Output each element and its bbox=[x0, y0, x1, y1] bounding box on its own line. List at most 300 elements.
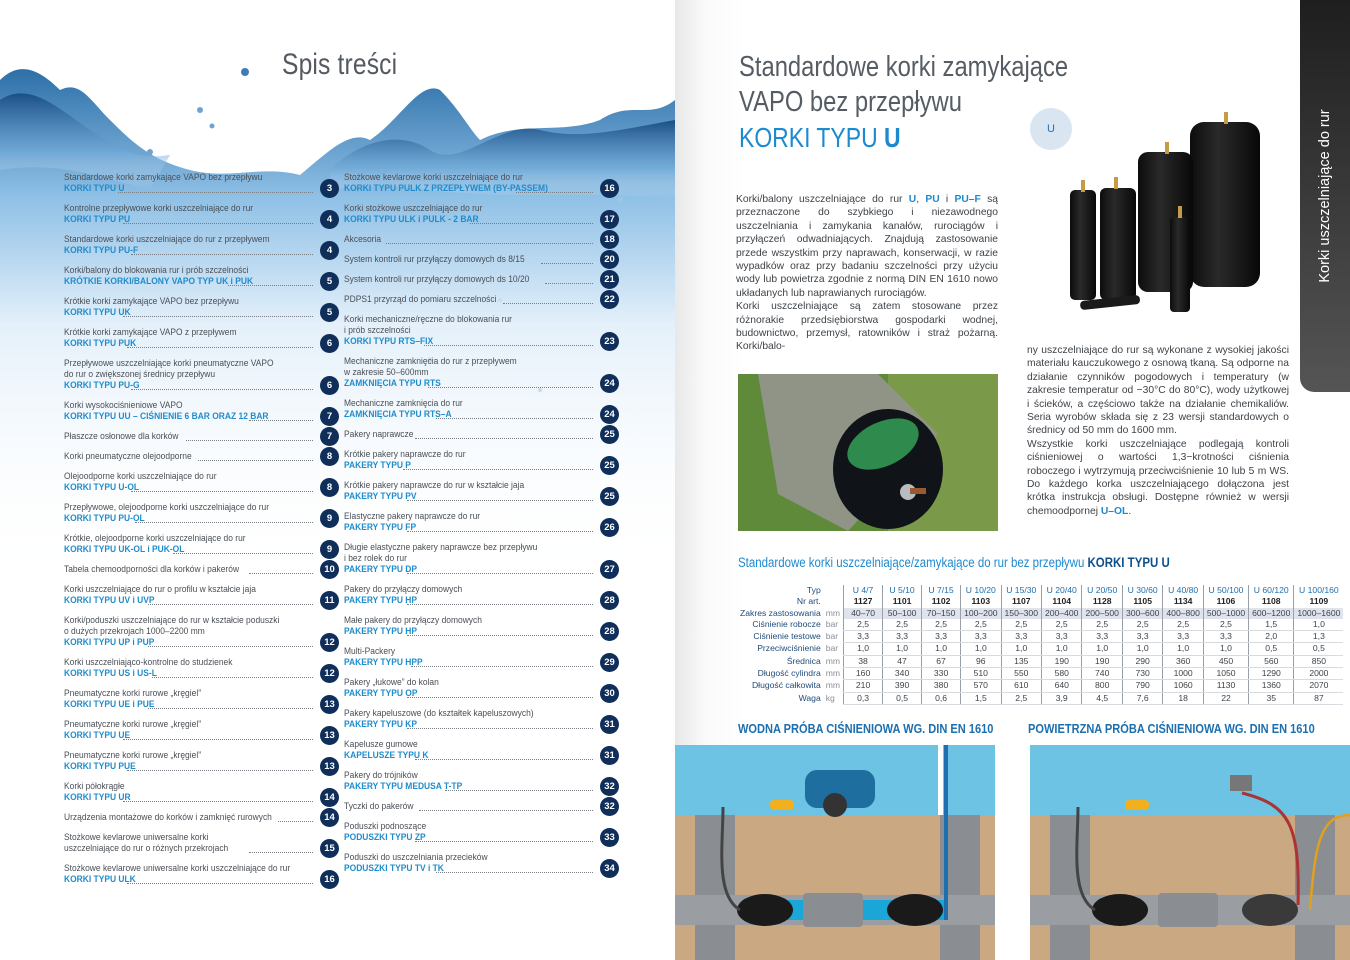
toc-leader-dots bbox=[545, 283, 593, 284]
spec-cell: 300–600 bbox=[1122, 608, 1162, 619]
spec-cell: 1107 bbox=[1001, 596, 1041, 607]
toc-entry[interactable] bbox=[344, 852, 619, 874]
spec-cell: U 60/120 bbox=[1249, 585, 1294, 596]
toc-page-number[interactable]: 4 bbox=[320, 241, 339, 260]
intro-text-fragment: , bbox=[916, 194, 926, 205]
toc-entry[interactable] bbox=[344, 356, 619, 389]
spec-cell: 47 bbox=[883, 655, 922, 667]
toc-leader-dots bbox=[541, 263, 593, 264]
toc-entry[interactable] bbox=[64, 172, 339, 194]
toc-leader-dots bbox=[428, 387, 593, 388]
toc-entry[interactable] bbox=[344, 584, 619, 606]
toc-leader-dots bbox=[419, 810, 593, 811]
spec-cell: 7,6 bbox=[1122, 692, 1162, 704]
spec-cell: 210 bbox=[844, 680, 883, 692]
spec-cell: 2,5 bbox=[883, 619, 922, 631]
spec-cell: 0,5 bbox=[1294, 643, 1344, 655]
spec-cell: 1130 bbox=[1203, 680, 1248, 692]
toc-entry-title: Pakery kapeluszowe (do kształtek kapeluszowych) bbox=[344, 708, 534, 719]
toc-leader-dots bbox=[386, 243, 593, 244]
toc-entry-type: KORKI TYPU PU bbox=[64, 214, 131, 225]
air-test-title: POWIETRZNA PRÓBA CIŚNIENIOWA WG. DIN EN 1610 bbox=[1028, 721, 1315, 736]
spec-row-unit: kg bbox=[825, 692, 835, 703]
toc-entry[interactable] bbox=[64, 564, 339, 575]
spec-cell: 67 bbox=[922, 655, 961, 667]
intro-text-fragment: Korki/balony uszczelniające do rur bbox=[736, 194, 909, 205]
spec-row bbox=[737, 631, 1343, 643]
toc-page-number[interactable]: 22 bbox=[600, 290, 619, 309]
toc-entry-type: KORKI TYPU UP i PUP bbox=[64, 637, 155, 648]
toc-leader-dots bbox=[131, 491, 313, 492]
toc-leader-dots bbox=[403, 469, 593, 470]
spec-cell: 3,9 bbox=[1042, 692, 1082, 704]
toc-entry[interactable] bbox=[344, 542, 619, 575]
spec-cell: 1128 bbox=[1082, 596, 1122, 607]
toc-page-number[interactable]: 25 bbox=[600, 456, 619, 475]
spec-cell: 1,5 bbox=[1249, 619, 1294, 631]
toc-entry[interactable] bbox=[344, 739, 619, 761]
toc-leader-dots bbox=[127, 347, 313, 348]
toc-page-number[interactable]: 13 bbox=[320, 757, 339, 776]
toc-entry-title: Olejoodporne korki uszczelniające do rur bbox=[64, 471, 217, 482]
toc-page-number[interactable]: 9 bbox=[320, 509, 339, 528]
toc-entry-title: Krótkie pakery naprawcze do rur bbox=[344, 449, 466, 460]
toc-page-number[interactable]: 21 bbox=[600, 270, 619, 289]
toc-entry-type: PAKERY TYPU P bbox=[344, 460, 411, 471]
toc-page-number[interactable]: 13 bbox=[320, 695, 339, 714]
spec-cell: 400–800 bbox=[1163, 608, 1203, 619]
spec-cell: 390 bbox=[883, 680, 922, 692]
toc-leader-dots bbox=[407, 573, 593, 574]
toc-entry-title: Pakery naprawcze bbox=[344, 429, 414, 440]
spec-row bbox=[737, 608, 1343, 619]
water-pressure-test-diagram bbox=[675, 745, 995, 960]
spec-row bbox=[737, 585, 1343, 596]
toc-entry-title: Korki półokrągłe bbox=[64, 781, 125, 792]
toc-page-number[interactable]: 5 bbox=[320, 272, 339, 291]
toc-entry[interactable] bbox=[344, 801, 619, 812]
product-photo-plugs bbox=[1040, 112, 1290, 312]
spec-cell: 135 bbox=[1001, 655, 1041, 667]
spec-cell: 290 bbox=[1122, 655, 1162, 667]
spec-cell: 1109 bbox=[1294, 596, 1344, 607]
spec-cell: 3,3 bbox=[961, 631, 1001, 643]
toc-page-number[interactable]: 17 bbox=[600, 210, 619, 229]
toc-entry[interactable] bbox=[344, 274, 619, 285]
spec-cell: 1106 bbox=[1203, 596, 1248, 607]
toc-entry-title: i prób szczelności bbox=[344, 325, 411, 336]
spec-cell: 2,0 bbox=[1249, 631, 1294, 643]
toc-entry-type: KORKI TYPU PU-G bbox=[64, 380, 140, 391]
spec-cell: 1,0 bbox=[844, 643, 883, 655]
spec-cell: 3,3 bbox=[1163, 631, 1203, 643]
product-type-highlight: U bbox=[908, 194, 917, 205]
toc-page-number[interactable]: 32 bbox=[600, 777, 619, 796]
toc-page-number[interactable]: 28 bbox=[600, 622, 619, 641]
toc-entry[interactable] bbox=[344, 254, 619, 265]
toc-leader-dots bbox=[503, 303, 593, 304]
toc-entry-title: System kontroli rur przyłączy domowych ds 10/20 bbox=[344, 274, 530, 285]
toc-page-number[interactable]: 6 bbox=[320, 334, 339, 353]
toc-page-number[interactable]: 33 bbox=[600, 828, 619, 847]
toc-entry-title: Pneumatyczne korki rurowe „kręgiel” bbox=[64, 719, 202, 730]
spec-row bbox=[737, 655, 1343, 667]
toc-leader-dots bbox=[127, 770, 313, 771]
toc-page-number[interactable]: 12 bbox=[320, 633, 339, 652]
spec-cell: 600–1200 bbox=[1249, 608, 1294, 619]
spec-cell: 1104 bbox=[1042, 596, 1082, 607]
toc-entry-title: do rur o zwiększonej średnicy przepływu bbox=[64, 369, 216, 380]
toc-entry-title: Pakery do przyłączy domowych bbox=[344, 584, 463, 595]
toc-entry-type: KORKI TYPU US i US-L bbox=[64, 668, 157, 679]
toc-page-number[interactable]: 12 bbox=[320, 664, 339, 683]
toc-leader-dots bbox=[228, 285, 313, 286]
toc-page-number[interactable]: 16 bbox=[600, 179, 619, 198]
spec-row bbox=[737, 692, 1343, 704]
toc-page-number[interactable]: 24 bbox=[600, 405, 619, 424]
product-page bbox=[675, 0, 1350, 960]
toc-entry-title: Pneumatyczne korki rurowe „kręgiel” bbox=[64, 688, 202, 699]
toc-page-number[interactable]: 27 bbox=[600, 560, 619, 579]
spec-cell: 1105 bbox=[1122, 596, 1162, 607]
toc-entry-type: PAKERY TYPU KP bbox=[344, 719, 418, 730]
toc-entry[interactable] bbox=[64, 750, 339, 772]
spec-cell: 330 bbox=[922, 668, 961, 680]
toc-entry[interactable] bbox=[64, 471, 339, 493]
page-title bbox=[739, 50, 1068, 120]
spec-cell: 450 bbox=[1203, 655, 1248, 667]
spec-cell: 800 bbox=[1082, 680, 1122, 692]
toc-entry[interactable] bbox=[64, 203, 339, 225]
toc-leader-dots bbox=[127, 883, 313, 884]
spec-cell: U 20/50 bbox=[1082, 585, 1122, 596]
toc-entry[interactable] bbox=[344, 398, 619, 420]
spec-cell: 0,3 bbox=[844, 692, 883, 704]
section-side-tab-label: Korki uszczelniające do rur bbox=[1317, 109, 1333, 283]
toc-entry-type: PAKERY TYPU HP bbox=[344, 626, 418, 637]
toc-entry-type: KORKI TYPU PU-OL bbox=[64, 513, 145, 524]
toc-entry[interactable] bbox=[64, 657, 339, 679]
spec-cell: 100–200 bbox=[961, 608, 1001, 619]
spec-row-label: Długość całkowita bbox=[751, 680, 821, 691]
toc-entry[interactable] bbox=[64, 502, 339, 524]
spec-cell: 560 bbox=[1249, 655, 1294, 667]
toc-page-number[interactable]: 24 bbox=[600, 374, 619, 393]
toc-entry[interactable] bbox=[64, 719, 339, 741]
toc-entry-type: PAKERY TYPU OP bbox=[344, 688, 418, 699]
toc-entry[interactable] bbox=[344, 449, 619, 471]
toc-leader-dots bbox=[436, 418, 593, 419]
spec-cell: 1,0 bbox=[1082, 643, 1122, 655]
toc-entry-type: PAKERY TYPU PV bbox=[344, 491, 417, 502]
toc-entry-title: Pakery do trójników bbox=[344, 770, 418, 781]
spec-cell: 2000 bbox=[1294, 668, 1344, 680]
product-type-highlight: PU–F bbox=[954, 194, 981, 205]
toc-entry[interactable] bbox=[344, 480, 619, 502]
spec-cell: 150–300 bbox=[1001, 608, 1041, 619]
spec-cell: 1000–1600 bbox=[1294, 608, 1344, 619]
toc-leader-dots bbox=[148, 708, 313, 709]
toc-page-number[interactable]: 23 bbox=[600, 332, 619, 351]
spec-cell: 1,0 bbox=[961, 643, 1001, 655]
toc-page-number[interactable]: 25 bbox=[600, 425, 619, 444]
toc-entry-type: KORKI TYPU UV i UVP bbox=[64, 595, 155, 606]
toc-page-number[interactable]: 3 bbox=[320, 179, 339, 198]
spec-cell: 2,5 bbox=[922, 619, 961, 631]
toc-entry-title: Krótkie korki zamykające VAPO bez przepływu bbox=[64, 296, 239, 307]
toc-entry[interactable] bbox=[64, 431, 339, 442]
toc-entry-title: Krótkie, olejoodporne korki uszczelniające do rur bbox=[64, 533, 246, 544]
toc-entry-type: KAPELUSZE TYPU K bbox=[344, 750, 429, 761]
toc-entry[interactable] bbox=[64, 832, 339, 854]
toc-leader-dots bbox=[407, 635, 593, 636]
toc-leader-dots bbox=[249, 852, 313, 853]
toc-entry-title: Multi-Packery bbox=[344, 646, 396, 657]
spec-row-unit: bar bbox=[825, 619, 839, 630]
toc-page-number[interactable]: 9 bbox=[320, 540, 339, 559]
toc-page-number[interactable]: 31 bbox=[600, 715, 619, 734]
toc-entry-title: uszczelniające do rur o różnych przekrojach bbox=[64, 843, 229, 854]
toc-entry[interactable] bbox=[64, 781, 339, 803]
toc-entry[interactable] bbox=[344, 294, 619, 305]
toc-leader-dots bbox=[407, 728, 593, 729]
toc-page-number[interactable]: 32 bbox=[600, 797, 619, 816]
toc-leader-dots bbox=[424, 345, 593, 346]
toc-entry[interactable] bbox=[344, 172, 619, 194]
toc-entry[interactable] bbox=[64, 688, 339, 710]
spec-cell: U 15/30 bbox=[1001, 585, 1041, 596]
water-test-title: WODNA PRÓBA CIŚNIENIOWA WG. DIN EN 1610 bbox=[738, 721, 994, 736]
toc-page-number[interactable]: 14 bbox=[320, 808, 339, 827]
spec-cell: 1134 bbox=[1163, 596, 1203, 607]
spec-cell: U 4/7 bbox=[844, 585, 883, 596]
spec-cell: 1,5 bbox=[961, 692, 1001, 704]
chemoresistant-variant-link: U–OL bbox=[1100, 505, 1129, 517]
toc-page-number[interactable]: 5 bbox=[320, 303, 339, 322]
toc-leader-dots bbox=[445, 790, 593, 791]
toc-leader-dots bbox=[436, 872, 593, 873]
spec-cell: 3,3 bbox=[922, 631, 961, 643]
toc-entry-title: Pakery „łukowe” do kolan bbox=[344, 677, 439, 688]
section-side-tab[interactable] bbox=[1300, 0, 1350, 392]
toc-page-number[interactable]: 34 bbox=[600, 859, 619, 878]
toc-page-number[interactable]: 14 bbox=[320, 788, 339, 807]
toc-entry[interactable] bbox=[64, 812, 339, 823]
spec-cell: 96 bbox=[961, 655, 1001, 667]
toc-entry-type: PODUSZKI TYPU ZP bbox=[344, 832, 426, 843]
spec-cell: 1,3 bbox=[1294, 631, 1344, 643]
toc-leader-dots bbox=[249, 573, 313, 574]
toc-entry-type: KORKI TYPU ULK bbox=[64, 874, 136, 885]
spec-row-label: Typ bbox=[806, 585, 821, 595]
toc-leader-dots bbox=[131, 389, 313, 390]
toc-entry[interactable] bbox=[344, 708, 619, 730]
toc-entry-title: o dużych przekrojach 1000–2200 mm bbox=[64, 626, 205, 637]
toc-entry[interactable] bbox=[64, 584, 339, 606]
toc-page-number[interactable]: 7 bbox=[320, 407, 339, 426]
toc-entry-title: Urządzenia montażowe do korków i zamknięć rurowych bbox=[64, 812, 272, 823]
spec-row-label: Nr art. bbox=[796, 596, 821, 607]
toc-entry-title: Standardowe korki uszczelniające do rur z przepływem bbox=[64, 234, 270, 245]
spec-table-title bbox=[738, 555, 1170, 570]
toc-page-number[interactable]: 18 bbox=[600, 230, 619, 249]
spec-cell: 0,5 bbox=[1249, 643, 1294, 655]
spec-cell: 87 bbox=[1294, 692, 1344, 704]
spec-row-label: Zakres zastosowania bbox=[740, 607, 821, 618]
toc-entry-type: KRÓTKIE KORKI/BALONY VAPO TYP UK i PUK bbox=[64, 276, 254, 287]
toc-entry-title: System kontroli rur przyłączy domowych ds 8/15 bbox=[344, 254, 525, 265]
toc-entry[interactable] bbox=[344, 314, 619, 347]
toc-page-number[interactable]: 31 bbox=[600, 746, 619, 765]
toc-entry[interactable] bbox=[344, 677, 619, 699]
field-photo-plug-in-pipe bbox=[738, 374, 998, 531]
spec-row-label: Przeciwciśnienie bbox=[757, 643, 821, 654]
spec-cell: U 20/40 bbox=[1042, 585, 1082, 596]
toc-entry-title: Korki pneumatyczne olejoodporne bbox=[64, 451, 192, 462]
toc-entry-title: Korki uszczelniające do rur o profilu w kształcie jaja bbox=[64, 584, 256, 595]
toc-entry-title: Przepływowe, olejoodporne korki uszczelniające do rur bbox=[64, 502, 270, 513]
toc-entry[interactable] bbox=[64, 327, 339, 349]
toc-entry[interactable] bbox=[64, 451, 339, 462]
toc-entry[interactable] bbox=[344, 429, 619, 440]
spec-cell: 790 bbox=[1122, 680, 1162, 692]
toc-entry-type: KORKI TYPU UK bbox=[64, 307, 131, 318]
toc-leader-dots bbox=[407, 500, 593, 501]
toc-leader-dots bbox=[198, 460, 313, 461]
toc-leader-dots bbox=[415, 841, 593, 842]
toc-entry[interactable] bbox=[344, 615, 619, 637]
toc-entry[interactable] bbox=[344, 821, 619, 843]
toc-entry[interactable] bbox=[64, 400, 339, 422]
spec-cell: 2,5 bbox=[961, 619, 1001, 631]
toc-page-number[interactable]: 30 bbox=[600, 684, 619, 703]
spec-cell: 0,6 bbox=[922, 692, 961, 704]
toc-entry[interactable] bbox=[344, 646, 619, 668]
details-text-2: Wszystkie korki uszczelniające podlegają kontroli ciśnieniowej o wartości 1,3−krotności ciśnienia roboczego i wytrzymują przeciwciśnienie 10 lub 5 m WS. Do każdego korka uszczelniającego dołączona jest krótka instrukcja obsługi. Dostępne również w wersji chemoodpornej bbox=[1027, 438, 1289, 517]
toc-page-number[interactable]: 11 bbox=[320, 591, 339, 610]
toc-entry-title: Poduszki do uszczelniania przecieków bbox=[344, 852, 488, 863]
toc-entry-title: PDPS1 przyrząd do pomiaru szczelności bbox=[344, 294, 497, 305]
toc-leader-dots bbox=[278, 821, 313, 822]
toc-page-number[interactable]: 6 bbox=[320, 376, 339, 395]
spec-cell: 1102 bbox=[922, 596, 961, 607]
spec-cell: 1360 bbox=[1249, 680, 1294, 692]
toc-entry-type: KORKI TYPU ULK i PULK - 2 BAR bbox=[344, 214, 479, 225]
product-type-letter: U bbox=[884, 122, 901, 153]
toc-page-number[interactable]: 26 bbox=[600, 518, 619, 537]
toc-entry-type: KORKI TYPU PULK Z PRZEPŁYWEM (BY-PASSEM) bbox=[344, 183, 548, 194]
toc-entry-title: Krótkie pakery naprawcze do rur w kształcie jaja bbox=[344, 480, 525, 491]
toc-entry[interactable] bbox=[64, 863, 339, 885]
spec-cell: 340 bbox=[883, 668, 922, 680]
toc-entry[interactable] bbox=[64, 358, 339, 391]
toc-page-number[interactable]: 7 bbox=[320, 427, 339, 446]
toc-entry-title: Poduszki podnoszące bbox=[344, 821, 427, 832]
toc-entry-type: PAKERY TYPU DP bbox=[344, 564, 418, 575]
toc-leader-dots bbox=[123, 223, 313, 224]
spec-cell: 2,5 bbox=[1122, 619, 1162, 631]
spec-cell: 2,5 bbox=[1082, 619, 1122, 631]
toc-page-number[interactable]: 16 bbox=[320, 870, 339, 889]
toc-leader-dots bbox=[415, 438, 593, 439]
spec-cell: 2,5 bbox=[1001, 619, 1041, 631]
spec-cell: 2,5 bbox=[1203, 619, 1248, 631]
toc-entry[interactable] bbox=[344, 234, 619, 245]
toc-entry-type: KORKI TYPU PU-F bbox=[64, 245, 139, 256]
spec-cell: 200–500 bbox=[1082, 608, 1122, 619]
spec-cell: 1060 bbox=[1163, 680, 1203, 692]
toc-entry-title: Pneumatyczne korki rurowe „kręgiel” bbox=[64, 750, 202, 761]
toc-page-number[interactable]: 8 bbox=[320, 447, 339, 466]
spec-cell: U 7/15 bbox=[922, 585, 961, 596]
toc-entry[interactable] bbox=[64, 296, 339, 318]
toc-page-number[interactable]: 10 bbox=[320, 560, 339, 579]
spec-cell: 740 bbox=[1082, 668, 1122, 680]
toc-title: Spis treści bbox=[282, 48, 398, 81]
toc-page-number[interactable]: 25 bbox=[600, 487, 619, 506]
spec-cell: 730 bbox=[1122, 668, 1162, 680]
spec-cell: 3,3 bbox=[1122, 631, 1162, 643]
toc-page-number[interactable]: 13 bbox=[320, 726, 339, 745]
toc-entry-type: KORKI TYPU UE i PUE bbox=[64, 699, 155, 710]
toc-entry-title: Korki/balony do blokowania rur i prób szczelności bbox=[64, 265, 249, 276]
spec-cell: 1000 bbox=[1163, 668, 1203, 680]
toc-entry-title: w zakresie 50–600mm bbox=[344, 367, 429, 378]
intro-text bbox=[736, 194, 998, 299]
toc-entry[interactable] bbox=[344, 511, 619, 533]
toc-entry-title: Stożkowe kevlarowe uniwersalne korki uszczelniające do rur bbox=[64, 863, 291, 874]
toc-page-number[interactable]: 28 bbox=[600, 591, 619, 610]
toc-page-number[interactable]: 4 bbox=[320, 210, 339, 229]
toc-entry-title: Stożkowe kevlarowe korki uszczelniające do rur bbox=[344, 172, 523, 183]
toc-entry[interactable] bbox=[64, 265, 339, 287]
toc-leader-dots bbox=[148, 604, 313, 605]
toc-page-number[interactable]: 20 bbox=[600, 250, 619, 269]
toc-leader-dots bbox=[407, 531, 593, 532]
spec-cell: 22 bbox=[1203, 692, 1248, 704]
spec-cell: U 40/80 bbox=[1163, 585, 1203, 596]
toc-page-number[interactable]: 15 bbox=[320, 839, 339, 858]
toc-leader-dots bbox=[118, 192, 313, 193]
spec-cell: 1108 bbox=[1249, 596, 1294, 607]
toc-entry-title: Tabela chemoodporności dla korków i pakerów bbox=[64, 564, 240, 575]
spec-row bbox=[737, 668, 1343, 680]
toc-entry-type: KORKI TYPU UU – CIŚNIENIE 6 BAR ORAZ 12 BAR bbox=[64, 411, 269, 422]
spec-cell: U 5/10 bbox=[883, 585, 922, 596]
toc-entry-title: Mechaniczne zamknięcia do rur bbox=[344, 398, 463, 409]
spec-cell: 190 bbox=[1082, 655, 1122, 667]
spec-cell: 1,0 bbox=[1163, 643, 1203, 655]
toc-entry-type: ZAMKNIĘCIA TYPU RTS bbox=[344, 378, 441, 389]
toc-page-number[interactable]: 29 bbox=[600, 653, 619, 672]
toc-entry[interactable] bbox=[344, 770, 619, 792]
toc-entry-type: KORKI TYPU U-OL bbox=[64, 482, 140, 493]
toc-page-number[interactable]: 8 bbox=[320, 478, 339, 497]
toc-entry-title: Stożkowe kevlarowe uniwersalne korki bbox=[64, 832, 209, 843]
toc-entry-title: Mechaniczne zamknięcia do rur z przepływem bbox=[344, 356, 517, 367]
toc-entry[interactable] bbox=[64, 533, 339, 555]
spec-cell: 70–150 bbox=[922, 608, 961, 619]
toc-entry[interactable] bbox=[344, 203, 619, 225]
toc-entry[interactable] bbox=[64, 234, 339, 256]
toc-entry-type: PODUSZKI TYPU TV i TK bbox=[344, 863, 444, 874]
toc-entry-title: Standardowe korki zamykające VAPO bez przepływu bbox=[64, 172, 263, 183]
spec-row-unit bbox=[823, 585, 844, 596]
spec-table-title-text: Standardowe korki uszczelniające/zamykające do rur bez przepływu bbox=[738, 555, 1088, 570]
toc-entry-type: ZAMKNIĘCIA TYPU RTS–A bbox=[344, 409, 452, 420]
spec-cell: 1,0 bbox=[1122, 643, 1162, 655]
toc-entry[interactable] bbox=[64, 615, 339, 648]
